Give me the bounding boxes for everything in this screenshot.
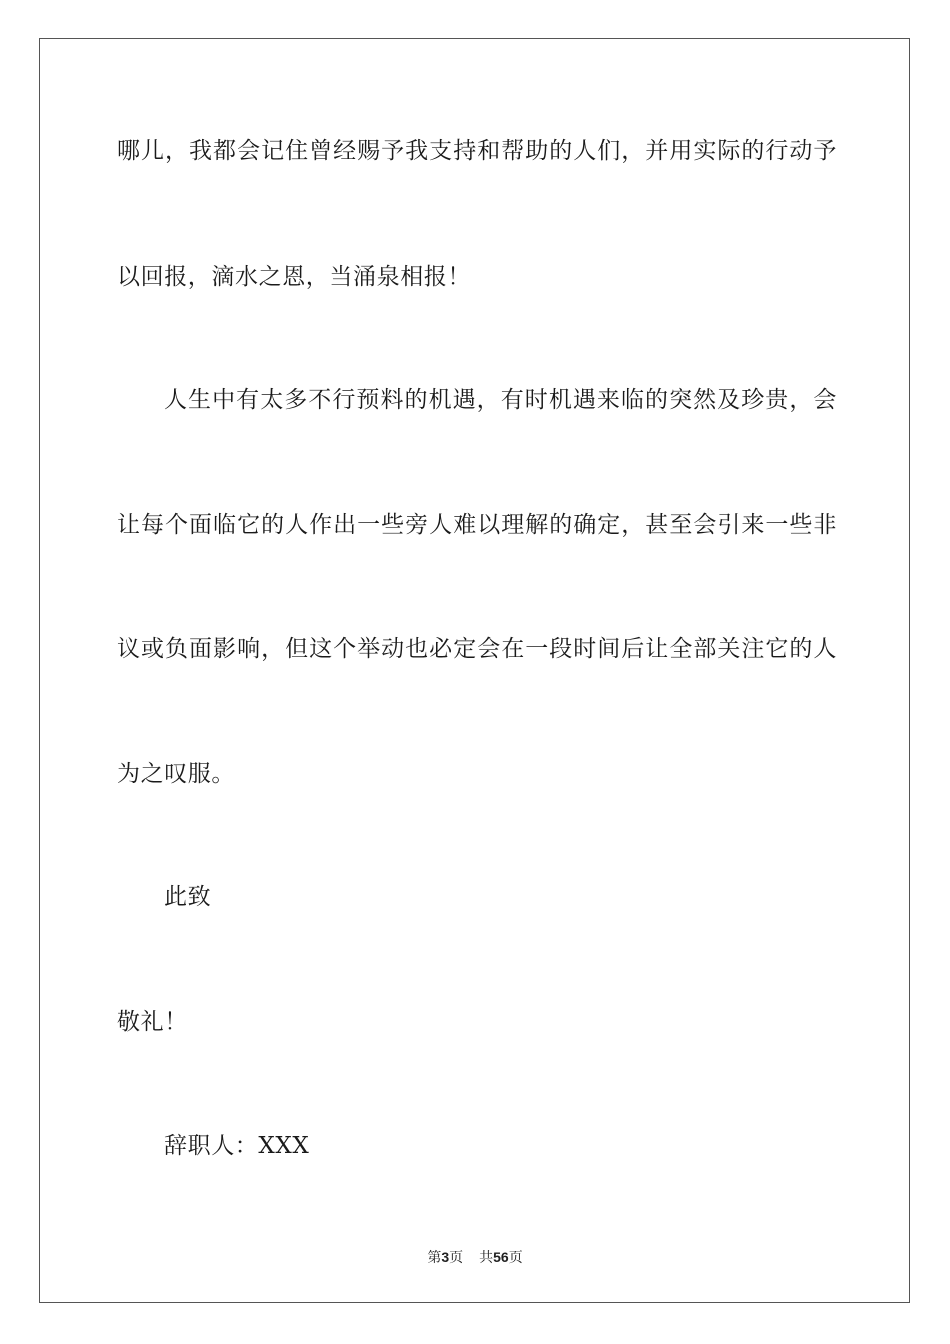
signature-line: 辞职人：XXX xyxy=(164,1133,310,1159)
body-line-2: 以回报，滴水之恩，当涌泉相报！ xyxy=(117,264,471,290)
footer-page-suffix: 页 xyxy=(449,1250,464,1266)
footer-page-number: 3 xyxy=(441,1249,450,1265)
body-line-3: 人生中有太多不行预料的机遇，有时机遇来临的突然及珍贵，会 xyxy=(164,387,837,413)
footer-total-prefix: 共 xyxy=(479,1250,494,1266)
page-footer xyxy=(0,1248,950,1267)
closing-regards: 敬礼！ xyxy=(117,1009,188,1035)
body-line-4: 让每个面临它的人作出一些旁人难以理解的确定，甚至会引来一些非 xyxy=(117,512,837,538)
body-line-6: 为之叹服。 xyxy=(117,761,235,787)
body-line-5: 议或负面影响，但这个举动也必定会在一段时间后让全部关注它的人 xyxy=(117,636,837,662)
page-border xyxy=(39,38,910,1303)
body-line-1: 哪儿，我都会记住曾经赐予我支持和帮助的人们，并用实际的行动予 xyxy=(117,138,837,164)
footer-total-pages: 56 xyxy=(493,1249,509,1265)
footer-page-prefix: 第 xyxy=(427,1250,442,1266)
closing-salutation: 此致 xyxy=(164,884,212,910)
footer-total-suffix: 页 xyxy=(508,1250,523,1266)
